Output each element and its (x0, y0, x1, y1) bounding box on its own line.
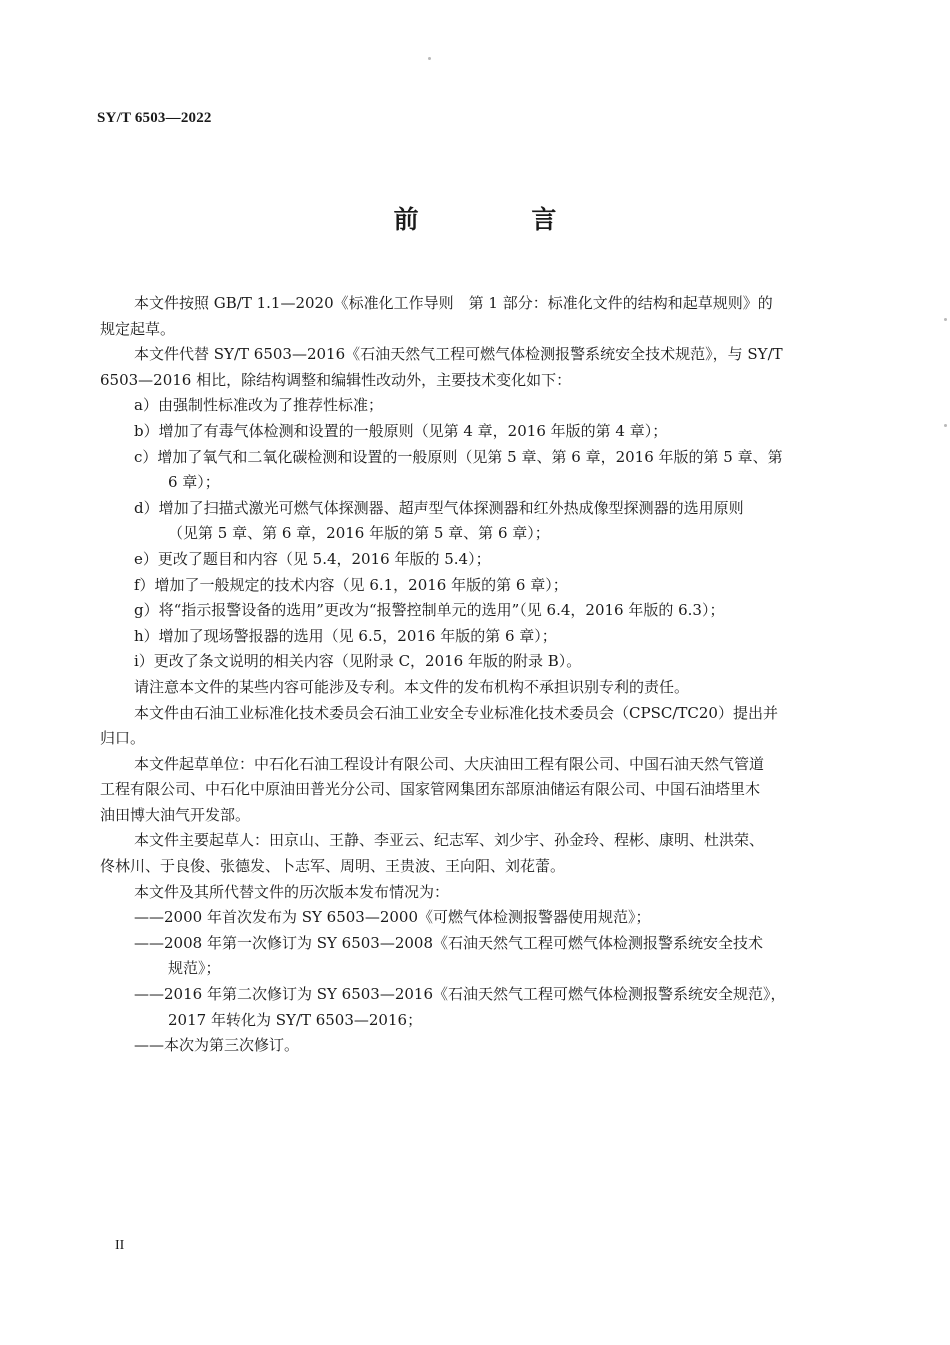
list-item: f）增加了一般规定的技术内容（见 6.1，2016 年版的第 6 章）； (134, 575, 568, 594)
paragraph-line: 本文件代替 SY/T 6503—2016《石油天然气工程可燃气体检测报警系统安全技术规范》，与 SY/T (134, 345, 783, 364)
history-item: ——本次为第三次修订。 (134, 1036, 300, 1055)
list-item: c）增加了氧气和二氧化碳检测和设置的一般原则（见第 5 章、第 6 章，2016 年版的第 5 章、第 (134, 447, 783, 466)
list-item: e）更改了题目和内容（见 5.4，2016 年版的 5.4）； (134, 549, 491, 568)
paragraph-line: 规定起草。 (100, 319, 176, 338)
scan-speck (944, 424, 947, 427)
list-item: a）由强制性标准改为了推荐性标准； (134, 396, 383, 415)
history-item-continuation: 规范》； (168, 959, 221, 978)
page-title: 前 言 (393, 205, 609, 234)
paragraph-line: 本文件按照 GB/T 1.1—2020《标准化工作导则 第 1 部分：标准化文件的结构和起草规则》的 (134, 294, 773, 312)
foreword-body (100, 291, 842, 1059)
paragraph-line: 本文件及其所代替文件的历次版本发布情况为： (134, 882, 450, 901)
paragraph-line: 6503—2016 相比，除结构调整和编辑性改动外，主要技术变化如下： (100, 370, 572, 389)
paragraph-line: 油田博大油气开发部。 (100, 805, 251, 824)
scan-speck (428, 57, 431, 60)
list-item: h）增加了现场警报器的选用（见 6.5，2016 年版的第 6 章）； (134, 626, 557, 645)
paragraph-line: 本文件由石油工业标准化技术委员会石油工业安全专业标准化技术委员会（CPSC/TC20）提出并 (134, 703, 778, 722)
scan-speck (944, 318, 947, 321)
list-item: b）增加了有毒气体检测和设置的一般原则（见第 4 章，2016 年版的第 4 章）； (134, 421, 668, 440)
history-item: ——2008 年第一次修订为 SY 6503—2008《石油天然气工程可燃气体检测报警系统安全技术 (134, 933, 764, 952)
paragraph-line: 本文件主要起草人：田京山、王静、李亚云、纪志军、刘少宇、孙金玲、程彬、康明、杜洪荣、 (134, 831, 765, 850)
list-item: d）增加了扫描式激光可燃气体探测器、超声型气体探测器和红外热成像型探测器的选用原则 (134, 498, 744, 517)
list-item: i）更改了条文说明的相关内容（见附录 C，2016 年版的附录 B）。 (134, 652, 582, 671)
history-item: ——2016 年第二次修订为 SY 6503—2016《石油天然气工程可燃气体检测报警系统安全规范》， (134, 985, 786, 1004)
page-number: II (115, 1238, 125, 1253)
list-item-continuation: （见第 5 章、第 6 章，2016 年版的第 5 章、第 6 章）； (168, 524, 550, 543)
paragraph-line: 本文件起草单位：中石化石油工程设计有限公司、大庆油田工程有限公司、中国石油天然气管道 (134, 754, 765, 773)
paragraph-line: 佟林川、于良俊、张德发、卜志军、周明、王贵波、王向阳、刘花蕾。 (100, 857, 566, 876)
paragraph-line: 归口。 (100, 729, 146, 748)
list-item-continuation: 6 章）； (168, 473, 220, 492)
paragraph-line: 请注意本文件的某些内容可能涉及专利。本文件的发布机构不承担识别专利的责任。 (134, 677, 690, 696)
standard-code: SY/T 6503—2022 (97, 110, 212, 126)
history-item: ——2000 年首次发布为 SY 6503—2000《可燃气体检测报警器使用规范》； (134, 908, 651, 927)
list-item: g）将“指示报警设备的选用”更改为“报警控制单元的选用”（见 6.4，2016 年版的 6.3）； (134, 601, 725, 620)
history-item-continuation: 2017 年转化为 SY/T 6503—2016； (168, 1010, 423, 1029)
paragraph-line: 工程有限公司、中石化中原油田普光分公司、国家管网集团东部原油储运有限公司、中国石油塔里木 (100, 780, 761, 799)
